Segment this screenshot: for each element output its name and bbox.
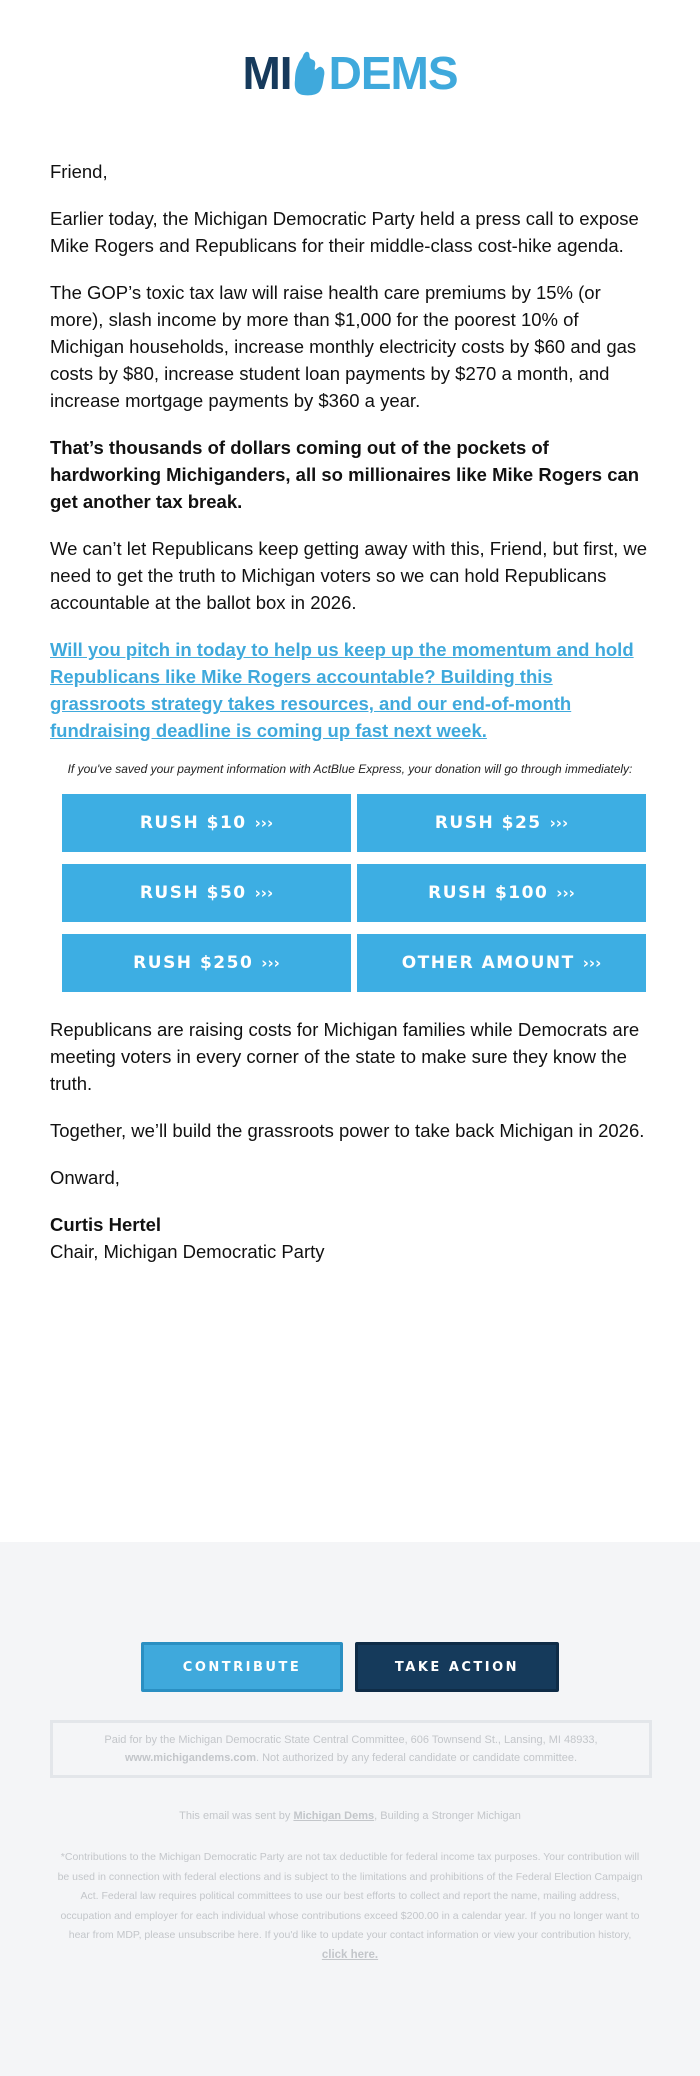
website-link[interactable]: www.michigandems.com bbox=[124, 1752, 256, 1764]
click-here-link[interactable]: click here. bbox=[321, 1948, 379, 1961]
contribute-button[interactable]: CONTRIBUTE bbox=[141, 1642, 343, 1692]
rush-10-button[interactable]: RUSH $10 ››› bbox=[62, 794, 351, 852]
footer-buttons bbox=[0, 1642, 700, 1692]
rush-250-button[interactable]: RUSH $250 ››› bbox=[62, 934, 351, 992]
donate-cta-link[interactable]: Will you pitch in today to help us keep up the momentum and hold Republicans like Mike Rogers accountable? Building this grassroots strategy takes resources, and our end-of-month fundraising deadline is coming up fast next week. bbox=[50, 639, 634, 741]
email-body bbox=[50, 158, 650, 1285]
michigan-dems-link[interactable]: Michigan Dems bbox=[293, 1810, 375, 1822]
closing-paragraph-2: Together, we’ll build the grassroots power to take back Michigan in 2026. bbox=[50, 1120, 645, 1141]
sign-off: Onward, bbox=[50, 1167, 120, 1188]
chevrons-icon: ››› bbox=[254, 884, 274, 902]
logo-mi-text: MI bbox=[242, 47, 292, 99]
sent-by-line: This email was sent by Michigan Dems, Building a Stronger Michigan bbox=[179, 1810, 521, 1822]
paid-for-disclaimer: Paid for by the Michigan Democratic State Central Committee, 606 Townsend St., Lansing, MI 48933, www.michigandems.com. Not authorized by any federal candidate or candidate committee. bbox=[50, 1720, 652, 1778]
chevrons-icon: ››› bbox=[254, 814, 274, 832]
greeting: Friend, bbox=[50, 161, 108, 182]
michigan-mitten-icon bbox=[293, 50, 327, 96]
other-amount-button[interactable]: OTHER AMOUNT ››› bbox=[357, 934, 646, 992]
body-paragraph-4: We can’t let Republicans keep getting away with this, Friend, but first, we need to get the truth to Michigan voters so we can hold Republicans accountable at the ballot box in 2026. bbox=[50, 538, 648, 613]
logo-wordmark bbox=[242, 48, 457, 98]
email-footer bbox=[0, 1542, 700, 2076]
chevrons-icon: ››› bbox=[582, 954, 602, 972]
donation-button-grid bbox=[62, 794, 638, 992]
logo-dems-text: DEMS bbox=[328, 47, 458, 99]
chevrons-icon: ››› bbox=[549, 814, 569, 832]
rush-25-button[interactable]: RUSH $25 ››› bbox=[357, 794, 646, 852]
signature-name: Curtis Hertel bbox=[50, 1214, 162, 1235]
take-action-button[interactable]: TAKE ACTION bbox=[355, 1642, 559, 1692]
body-paragraph-3-bold: That’s thousands of dollars coming out of the pockets of hardworking Michiganders, all so millionaires like Mike Rogers can get another tax break. bbox=[50, 437, 640, 512]
legal-disclaimer: *Contributions to the Michigan Democratic Party are not tax deductible for federal income tax purposes. Your contribution will be used in connection with federal elections and is subject to the limitations and prohibitions of the Federal Election Campaign Act. Federal law requires political committees to use our best efforts to collect and report the name, mailing address, occupation and employer for each individual whose contributions exceed $200.00 in a calendar year. If you no longer want to hear from MDP, please unsubscribe here. If you'd like to update your contact information or view your contribution history, click here. bbox=[57, 1851, 643, 1961]
chevrons-icon: ››› bbox=[261, 954, 280, 972]
body-paragraph-2: The GOP’s toxic tax law will raise health care premiums by 15% (or more), slash income by more than $1,000 for the poorest 10% of Michigan households, increase monthly electricity costs by $60 and gas costs by $80, increase student loan payments by $270 a month, and increase mortgage payments by $360 a year. bbox=[50, 282, 637, 411]
chevrons-icon: ››› bbox=[556, 884, 575, 902]
rush-50-button[interactable]: RUSH $50 ››› bbox=[62, 864, 351, 922]
closing-paragraph-1: Republicans are raising costs for Michigan families while Democrats are meeting voters in every corner of the state to make sure they know the truth. bbox=[50, 1019, 640, 1094]
body-paragraph-1: Earlier today, the Michigan Democratic Party held a press call to expose Mike Rogers and Republicans for their middle-class cost-hike agenda. bbox=[50, 208, 639, 256]
signature-title: Chair, Michigan Democratic Party bbox=[50, 1241, 325, 1262]
rush-100-button[interactable]: RUSH $100 ››› bbox=[357, 864, 646, 922]
signature bbox=[50, 1211, 650, 1265]
mi-dems-logo[interactable] bbox=[0, 48, 700, 98]
actblue-express-note: If you've saved your payment information with ActBlue Express, your donation will go through immediately: bbox=[67, 762, 633, 776]
